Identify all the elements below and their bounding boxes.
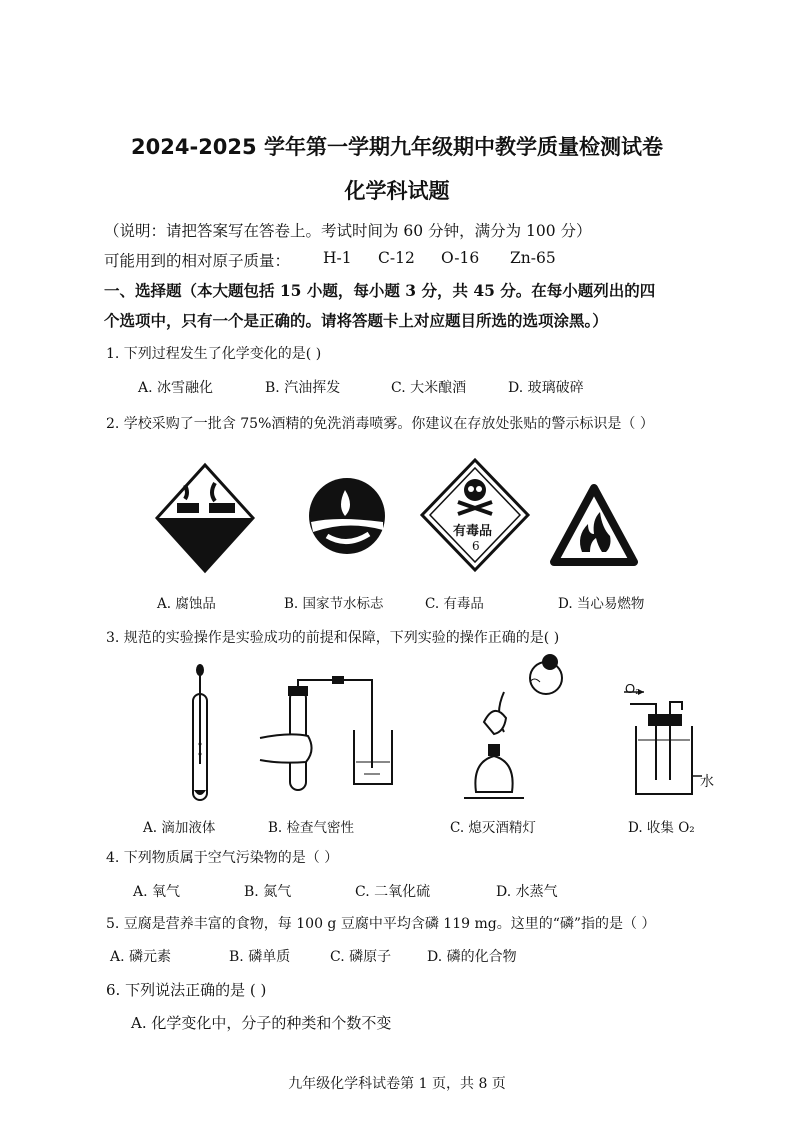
question-3-option-a: A. 滴加液体 — [143, 820, 216, 836]
gas-collection-bottle-icon — [620, 680, 700, 805]
question-4-stem: 4. 下列物质属于空气污染物的是（ ） — [106, 850, 339, 866]
airtightness-check-icon — [260, 680, 400, 805]
atomic-mass: C-12 — [378, 249, 415, 267]
exam-title: 2024-2025 学年第一学期九年级期中教学质量检测试卷 — [131, 135, 663, 159]
section-heading-line1: 一、选择题（本大题包括 15 小题，每小题 3 分，共 45 分。在每小题列出的四 — [104, 281, 656, 300]
corrosive-sign-icon — [155, 463, 255, 583]
question-2-option-d: D. 当心易燃物 — [558, 596, 645, 612]
question-3-stem: 3. 规范的实验操作是实验成功的前提和保障，下列实验的操作正确的是( ) — [106, 630, 560, 646]
exam-subtitle: 化学科试题 — [344, 179, 450, 203]
question-5-stem: 5. 豆腐是营养丰富的食物，每 100 g 豆腐中平均含磷 119 mg。这里的“磷”指的是（ ） — [106, 916, 656, 932]
question-1-option-a: A. 冰雪融化 — [138, 380, 214, 396]
page-footer: 九年级化学科试卷第 1 页，共 8 页 — [288, 1076, 506, 1092]
question-4-option-a: A. 氧气 — [133, 884, 181, 900]
toxic-sign-number: 6 — [472, 539, 480, 553]
toxic-sign-icon — [420, 458, 530, 576]
question-5-option-d: D. 磷的化合物 — [427, 949, 517, 965]
dropper-in-test-tube-icon — [186, 664, 216, 804]
question-5-option-b: B. 磷单质 — [229, 949, 291, 965]
question-5-option-a: A. 磷元素 — [110, 949, 172, 965]
water-saving-sign-icon — [307, 476, 387, 556]
figure-label-water: 水 — [700, 774, 714, 790]
flammable-sign-icon — [552, 486, 636, 566]
question-1-stem: 1. 下列过程发生了化学变化的是( ) — [106, 346, 322, 362]
toxic-sign-text: 有毒品 — [453, 524, 493, 539]
question-2-option-a: A. 腐蚀品 — [157, 596, 216, 612]
atomic-mass: H-1 — [323, 249, 352, 267]
atomic-mass: O-16 — [441, 249, 480, 267]
question-6-stem: 6. 下列说法正确的是 ( ) — [106, 981, 267, 999]
question-3-option-d: D. 收集 O₂ — [628, 820, 695, 836]
question-1-option-c: C. 大米酿酒 — [391, 380, 467, 396]
question-4-option-c: C. 二氧化硫 — [355, 884, 431, 900]
question-3-option-b: B. 检查气密性 — [268, 820, 355, 836]
question-1-option-b: B. 汽油挥发 — [265, 380, 341, 396]
question-4-option-d: D. 水蒸气 — [496, 884, 558, 900]
atomic-masses-label: 可能用到的相对原子质量： — [104, 252, 291, 270]
question-5-option-c: C. 磷原子 — [330, 949, 392, 965]
question-4-option-b: B. 氮气 — [244, 884, 292, 900]
question-3-option-c: C. 熄灭酒精灯 — [450, 820, 536, 836]
extinguish-lamp-icon — [464, 652, 574, 804]
question-1-option-d: D. 玻璃破碎 — [508, 380, 584, 396]
atomic-mass: Zn-65 — [510, 249, 556, 267]
question-2-stem: 2. 学校采购了一批含 75%酒精的免洗消毒喷雾。你建议在存放处张贴的警示标识是（ ） — [106, 416, 654, 432]
question-2-option-c: C. 有毒品 — [425, 596, 484, 612]
section-heading-line2: 个选项中，只有一个是正确的。请将答题卡上对应题目所选的选项涂黑。） — [104, 311, 608, 330]
question-2-option-b: B. 国家节水标志 — [284, 596, 384, 612]
instruction-note: （说明：请把答案写在答卷上。考试时间为 60 分钟，满分为 100 分） — [104, 222, 592, 240]
figure-label-o2: O₂ — [625, 681, 641, 696]
question-6-option-a: A. 化学变化中，分子的种类和个数不变 — [131, 1014, 392, 1032]
